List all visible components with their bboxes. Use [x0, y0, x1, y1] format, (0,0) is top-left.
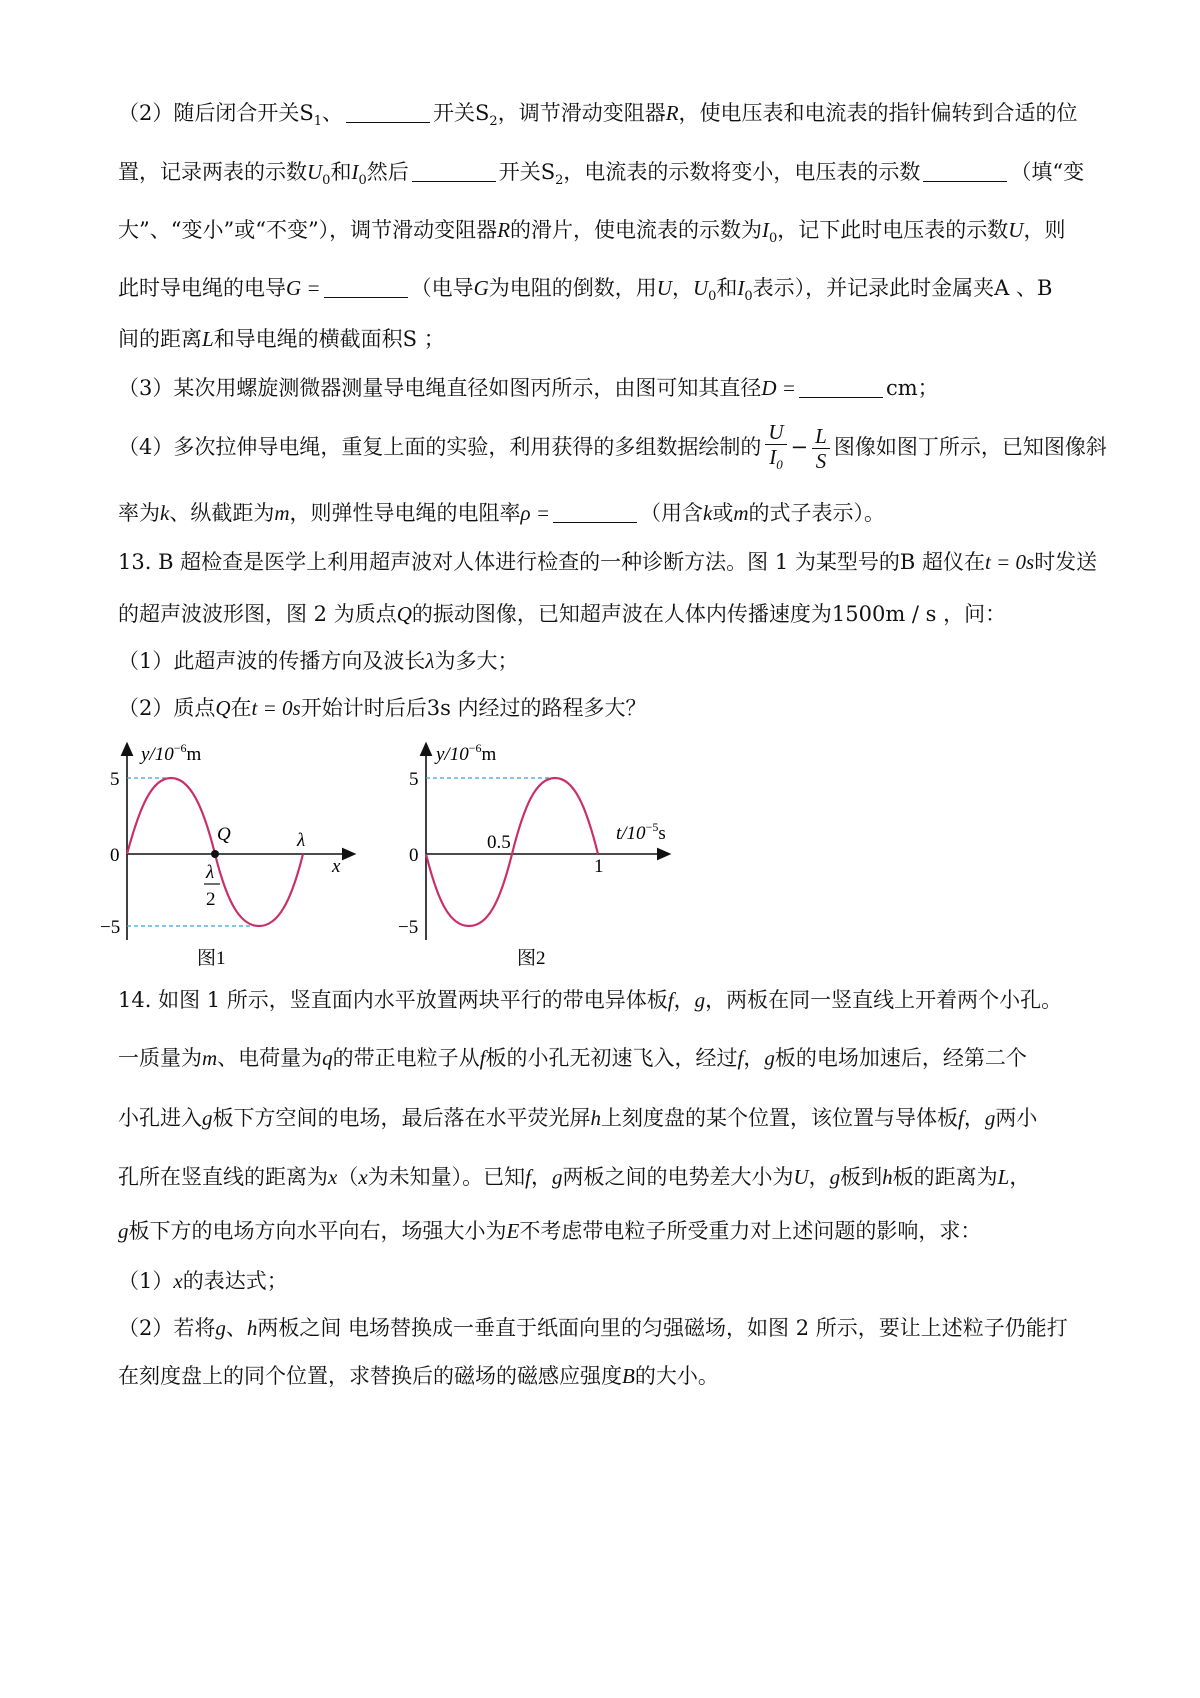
text: 间的距离: [118, 327, 202, 351]
text: 时发送: [1034, 550, 1098, 574]
y-tick-neg5: −5: [398, 917, 419, 938]
math-var: h: [246, 1316, 258, 1340]
answer-blank[interactable]: [923, 161, 1007, 182]
math-var: m: [274, 501, 290, 525]
fraction-l-over-s: [812, 424, 830, 473]
text: 此时导电绳的电导: [118, 276, 286, 300]
figure-2-caption: 图2: [517, 948, 546, 969]
y-tick-neg5: −5: [100, 917, 121, 938]
text: ，调节滑动变阻器: [497, 101, 666, 125]
text: ，: [673, 988, 695, 1012]
figure-1-wave-graph: [100, 740, 400, 975]
math-var: f: [958, 1106, 964, 1130]
text: 板的电场加速后，经第二个: [774, 1046, 1027, 1070]
fraction-denominator: [765, 445, 786, 477]
text: 或: [712, 501, 734, 525]
math-var: λ: [425, 649, 435, 673]
math-var: U: [307, 160, 323, 184]
text: ，则: [1023, 218, 1066, 242]
text: 、电荷量为: [217, 1046, 323, 1070]
math-var: x: [173, 1269, 183, 1293]
q12-part2-line3: [118, 215, 1065, 254]
math-var: U: [656, 276, 672, 300]
text: 为未知量）。已知: [367, 1165, 526, 1189]
math-var: U: [1008, 218, 1024, 242]
math-var: f: [737, 1046, 744, 1070]
text: （1）: [118, 1269, 174, 1293]
text: （3）某次用螺旋测微器测量导电绳直径如图丙所示，由图可知其直径: [118, 376, 762, 400]
text: 和导电绳的横截面积S ；: [213, 327, 445, 351]
math-var: k: [703, 501, 713, 525]
subscript: 0: [322, 173, 331, 188]
text: 一质量为: [118, 1046, 202, 1070]
math-expr: G =: [286, 276, 321, 300]
math-expr: ρ =: [520, 501, 551, 525]
text: ，: [808, 1165, 830, 1189]
math-var: L: [997, 1165, 1010, 1189]
math-var: I: [351, 160, 359, 184]
text: 小孔进入: [118, 1106, 202, 1130]
text: ，: [963, 1106, 985, 1130]
y-tick-0: 0: [409, 845, 419, 866]
answer-blank[interactable]: [346, 102, 430, 123]
text: 的带正电粒子从: [332, 1046, 480, 1070]
text: 板下方空间的电场，最后落在水平荧光屏: [212, 1106, 591, 1130]
text: （2）随后闭合开关S: [118, 101, 314, 125]
text: 的表达式；: [182, 1269, 288, 1293]
fraction-u-over-i0: [765, 420, 786, 477]
text: 两板之间的电势差大小为: [562, 1165, 794, 1189]
math-var: g: [552, 1165, 563, 1189]
text: 的振动图像，已知超声波在人体内传播速度为1500m / s ，问：: [411, 602, 1007, 626]
math-var: I: [762, 218, 770, 242]
subscript: 0: [358, 173, 367, 188]
t-axis-label: $t/10^{-5}s$: [616, 820, 666, 844]
q13-sub2: [118, 693, 647, 723]
text: ，记下此时电压表的示数: [777, 218, 1009, 242]
text: 为电阻的倒数，用: [488, 276, 657, 300]
math-var: g: [829, 1165, 841, 1189]
subscript: 0: [776, 457, 783, 472]
text: 两小: [995, 1106, 1038, 1130]
text: （填“变: [1010, 160, 1085, 184]
lambda-label: λ: [297, 830, 306, 851]
text: 开关S: [433, 101, 490, 125]
text: ，: [743, 1046, 765, 1070]
text: 不考虑带电粒子所受重力对上述问题的影响，求：: [519, 1219, 982, 1243]
text: ，则弹性导电绳的电阻率: [289, 501, 521, 525]
q12-part4-line2: [118, 498, 885, 528]
y-tick-5: 5: [409, 769, 419, 790]
math-var: g: [694, 988, 706, 1012]
text: 和: [716, 276, 738, 300]
text: 板的小孔无初速飞入，经过: [485, 1046, 738, 1070]
text: 、: [225, 1316, 247, 1340]
text: ，两板在同一竖直线上开着两个小孔。: [705, 988, 1063, 1012]
fraction-numerator: U: [765, 420, 786, 445]
text: （用含: [640, 501, 704, 525]
text: 14. 如图 1 所示，竖直面内水平放置两块平行的带电异体板: [118, 988, 668, 1012]
point-q-label: Q: [217, 824, 231, 845]
text: 表示），并记录此时金属夹A 、B: [752, 276, 1053, 300]
text: 和: [330, 160, 352, 184]
vibration-curve: [426, 778, 598, 926]
text: 大”、“变小”或“不变”），调节滑动变阻器: [118, 218, 498, 242]
subscript: 1: [313, 114, 323, 129]
math-var: g: [764, 1046, 775, 1070]
math-var: k: [160, 501, 170, 525]
q14-sub1: [118, 1266, 288, 1296]
q14-sub2-line2: [118, 1361, 719, 1391]
answer-blank[interactable]: [799, 377, 883, 398]
figure-2-vibration-graph: [390, 740, 720, 975]
text: 为多大；: [434, 649, 519, 673]
text: 的式子表示）。: [748, 501, 886, 525]
text: ，: [531, 1165, 552, 1189]
text: （2）若将: [118, 1316, 216, 1340]
q14-stem-line4: [118, 1162, 1030, 1192]
q14-stem-line5: [118, 1216, 981, 1246]
text: （: [337, 1165, 359, 1189]
text: 两板之间 电场替换成一垂直于纸面向里的匀强磁场，如图 2 所示，要让上述粒子仍能打: [257, 1316, 1068, 1340]
text: ，: [1009, 1165, 1031, 1189]
text: ，电流表的示数将变小，电压表的示数: [563, 160, 921, 184]
text: 置，记录两表的示数: [118, 160, 307, 184]
math-var: U: [793, 1165, 809, 1189]
y-tick-5: 5: [110, 769, 120, 790]
math-var: m: [733, 501, 749, 525]
math-expr: t = 0s: [985, 550, 1035, 574]
x-axis-label: x: [332, 856, 341, 877]
math-var: G: [473, 276, 489, 300]
fraction-numerator: L: [812, 424, 830, 449]
y-axis-label: $y/10^{-6}m$: [141, 741, 202, 765]
half-lambda-numerator: λ: [206, 862, 215, 883]
text: 的超声波波形图，图 2 为质点: [118, 602, 397, 626]
math-var: g: [215, 1316, 226, 1340]
q12-part4-line1: （4）多次拉伸导电绳，重复上面的实验，利用获得的多组数据绘制的 $\frac{U}{I_0}$ − $\frac{L}{S}$ 图像如图丁所示，已知图像斜: [118, 412, 1107, 482]
math-expr: t = 0s: [251, 696, 301, 720]
q14-stem-line1: [118, 985, 1062, 1015]
math-var: g: [202, 1106, 213, 1130]
math-var: g: [984, 1106, 996, 1130]
subscript: 2: [489, 114, 498, 129]
text: 率为: [118, 501, 160, 525]
text: ，使电压表和电流表的指针偏转到合适的位: [678, 101, 1078, 125]
math-var: h: [590, 1106, 601, 1130]
q12-part2-line4: [118, 273, 1052, 312]
math-var: L: [202, 327, 214, 351]
t-tick-0-5: 0.5: [487, 832, 511, 853]
text: 、: [322, 101, 344, 125]
math-var: I: [769, 445, 777, 469]
half-lambda-denominator: 2: [206, 889, 216, 910]
answer-blank[interactable]: [324, 277, 408, 298]
q12-part2-line5: [118, 324, 445, 354]
math-var: Q: [396, 602, 412, 626]
subscript: 2: [555, 173, 564, 188]
text: 板到: [840, 1165, 883, 1189]
math-var: f: [525, 1165, 531, 1189]
point-q: [211, 850, 219, 858]
text: 的滑片，使电流表的示数为: [510, 218, 763, 242]
math-var: x: [328, 1165, 338, 1189]
text: 开始计时后后3s 内经过的路程多大？: [300, 696, 647, 720]
q14-sub2-line1: [118, 1313, 1068, 1343]
q14-stem-line2: [118, 1043, 1027, 1073]
text: 在: [230, 696, 252, 720]
math-var: x: [358, 1165, 368, 1189]
math-var: g: [118, 1219, 129, 1243]
text: 的大小。: [634, 1364, 719, 1388]
text: 然后: [366, 160, 409, 184]
math-var: q: [322, 1046, 333, 1070]
subscript: 0: [769, 231, 778, 246]
text: cm；: [885, 376, 939, 400]
y-axis-label: $y/10^{-6}m$: [436, 741, 497, 765]
math-var: f: [479, 1046, 486, 1070]
text: 、纵截距为: [169, 501, 275, 525]
math-var: m: [202, 1046, 218, 1070]
math-expr: D =: [761, 376, 796, 400]
math-var: f: [667, 988, 674, 1012]
math-var: h: [882, 1165, 893, 1189]
math-var: I: [737, 276, 745, 300]
text: （4）多次拉伸导电绳，重复上面的实验，利用获得的多组数据绘制的: [118, 435, 762, 459]
subscript: 0: [708, 289, 717, 304]
math-var: B: [622, 1364, 635, 1388]
q12-part2-line1: [118, 98, 1078, 137]
q13-stem-line1: [118, 547, 1097, 577]
text: （1）此超声波的传播方向及波长: [118, 649, 426, 673]
q14-stem-line3: [118, 1103, 1037, 1133]
text: 上刻度盘的某个位置，该位置与导体板: [601, 1106, 958, 1130]
math-var: Q: [215, 696, 231, 720]
t-tick-1: 1: [594, 856, 604, 877]
q12-part3: [118, 373, 939, 403]
math-var: U: [692, 276, 709, 300]
math-var: R: [497, 218, 511, 242]
subscript: 0: [744, 289, 753, 304]
text: 图像如图丁所示，已知图像斜: [833, 435, 1107, 459]
text: （电导: [410, 276, 474, 300]
math-var: E: [506, 1219, 520, 1243]
figure-1-caption: 图1: [197, 948, 226, 969]
text: 在刻度盘上的同个位置，求替换后的磁场的磁感应强度: [118, 1364, 622, 1388]
text: ，: [671, 276, 693, 300]
q13-stem-line2: [118, 599, 1006, 629]
q12-part2-line2: [118, 157, 1084, 196]
q13-sub1: [118, 646, 518, 676]
answer-blank[interactable]: [412, 161, 496, 182]
text: 开关S: [498, 160, 556, 184]
fraction-denominator: S: [815, 449, 827, 473]
math-var: R: [665, 101, 679, 125]
answer-blank[interactable]: [553, 502, 637, 523]
y-tick-0: 0: [110, 845, 120, 866]
text: （2）质点: [118, 696, 216, 720]
text: 孔所在竖直线的距离为: [118, 1165, 328, 1189]
text: 板的距离为: [892, 1165, 998, 1189]
text: 13. B 超检查是医学上利用超声波对人体进行检查的一种诊断方法。图 1 为某型号的B 超仪在: [118, 550, 985, 574]
text: 板下方的电场方向水平向右，场强大小为: [128, 1219, 507, 1243]
